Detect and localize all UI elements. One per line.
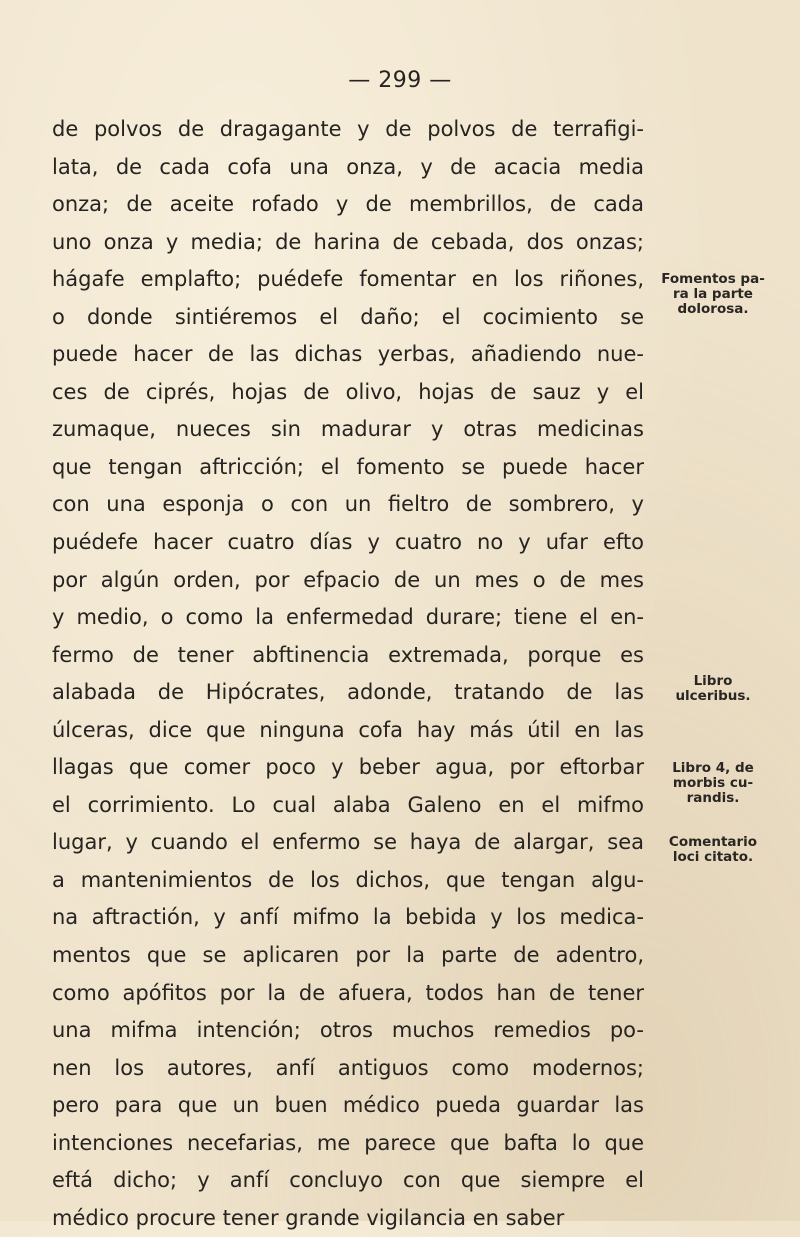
margin-note-line: randis. [686,790,740,806]
margin-note-comentario [648,835,778,865]
text-line: de polvos de dragagante y de polvos de terrafigi- [52,117,644,141]
margin-note-morbis [648,761,778,806]
text-line: úlceras, dice que ninguna cofa hay más útil en las [52,717,644,742]
page-number: — 299 — [348,68,452,93]
text-line: lugar, y cuando el enfermo se haya de alargar, sea [52,830,644,855]
text-line: zumaque, nueces sin madurar y otras medicinas [52,417,644,442]
text-line: lata, de cada cofa una onza, y de acacia media [52,154,644,179]
text-line: alabada de Hipócrates, adonde, tratando de las [52,680,644,705]
margin-note-ulceribus [648,674,778,704]
text-line: que tengan aftricción; el fomento se puede hacer [52,454,644,479]
text-line: y medio, o como la enfermedad durare; tiene el en- [52,605,644,630]
text-line: na aftractión, y anfí mifmo la bebida y los medica- [52,905,644,930]
text-line: médico procure tener grande vigilancia en saber [52,1205,565,1230]
body-text [52,111,644,1237]
text-line: llagas que comer poco y beber agua, por eftorbar [52,755,644,780]
text-line: por algún orden, por efpacio de un mes o de mes [52,567,644,592]
text-line: pero para que un buen médico pueda guardar las [52,1093,644,1118]
text-line: o donde sintiéremos el daño; el cocimiento se [52,304,644,329]
margin-note-line: Fomentos pa- [661,271,765,287]
margin-note-line: ulceribus. [675,688,751,704]
text-line: ces de ciprés, hojas de olivo, hojas de sauz y el [52,379,644,404]
text-line: intenciones necefarias, me parece que bafta lo que [52,1130,644,1155]
text-line: el corrimiento. Lo cual alaba Galeno en el mifmo [52,792,644,817]
margin-note-line: Libro [693,673,733,689]
text-line: hágafe emplafto; puédefe fomentar en los riñones, [52,267,644,292]
margin-note-line: Comentario [668,834,758,850]
text-line: mentos que se aplicaren por la parte de adentro, [52,943,644,968]
text-line: nen los autores, anfí antiguos como modernos; [52,1055,644,1080]
text-line: onza; de aceite rofado y de membrillos, de cada [52,192,644,217]
margin-note-line: dolorosa. [677,301,749,317]
margin-note-line: morbis cu- [672,775,754,791]
text-line: una mifma intención; otros muchos remedios po- [52,1018,644,1043]
text-line: uno onza y media; de harina de cebada, dos onzas; [52,229,644,254]
margin-note-line: ra la parte [673,286,753,302]
text-line: a mantenimientos de los dichos, que tengan algu- [52,867,644,892]
text-line: con una esponja o con un fieltro de sombrero, y [52,492,644,517]
margin-note-fomentos [648,272,778,317]
text-line: como apófitos por la de afuera, todos han de tener [52,980,644,1005]
margin-note-line: Libro 4, de [672,760,754,776]
margin-note-line: loci citato. [672,849,754,865]
text-line: puede hacer de las dichas yerbas, añadiendo nue- [52,342,644,367]
text-line: fermo de tener abftinencia extremada, porque es [52,642,644,667]
text-line: eftá dicho; y anfí concluyo con que siempre el [52,1168,644,1193]
text-line: puédefe hacer cuatro días y cuatro no y ufar efto [52,530,644,555]
